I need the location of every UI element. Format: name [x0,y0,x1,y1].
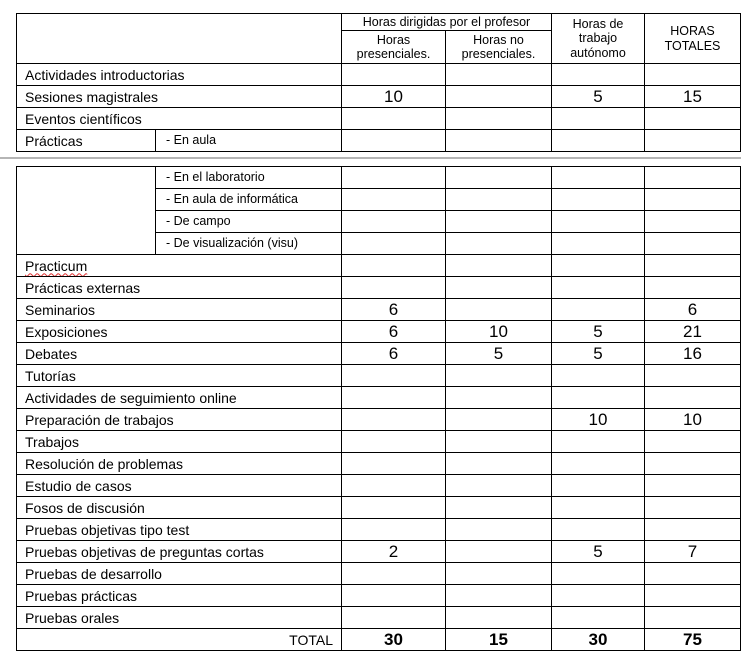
not-in-person-hours [446,541,552,563]
header-total-hours: HORAS TOTALES [645,14,741,64]
activity-label: Trabajos [17,431,342,453]
total-hours-cell [645,211,741,233]
table-row [17,431,741,453]
activity-label: Tutorías [17,365,342,387]
activity-label: Debates [17,343,342,365]
total-hours-cell [645,387,741,409]
table-row [17,519,741,541]
not-in-person-hours [446,299,552,321]
in-person-hours [342,108,446,130]
total-hours-cell: 6 [645,299,741,321]
total-hours-cell [645,233,741,255]
activity-label: Resolución de problemas [17,453,342,475]
in-person-hours [342,497,446,519]
total-hours-cell [645,167,741,189]
total-hours-cell [645,64,741,86]
autonomous-hours [552,255,645,277]
activity-sublabel: - De visualización (visu) [156,233,342,255]
not-in-person-hours [446,607,552,629]
table-row [17,387,741,409]
autonomous-hours [552,167,645,189]
total-in-person: 30 [342,629,446,651]
in-person-hours [342,607,446,629]
autonomous-hours: 5 [552,86,645,108]
not-in-person-hours [446,563,552,585]
autonomous-hours [552,585,645,607]
autonomous-hours: 5 [552,343,645,365]
total-label: TOTAL [17,629,342,651]
table-row [17,255,741,277]
table-row [17,108,741,130]
autonomous-hours [552,365,645,387]
not-in-person-hours [446,233,552,255]
in-person-hours [342,255,446,277]
not-in-person-hours [446,86,552,108]
activity-label: Actividades introductorias [17,64,342,86]
total-hours-cell [645,255,741,277]
in-person-hours [342,277,446,299]
in-person-hours: 10 [342,86,446,108]
activity-label: Prácticas externas [17,277,342,299]
in-person-hours: 6 [342,299,446,321]
autonomous-hours [552,299,645,321]
total-hours-cell [645,475,741,497]
table-row [17,64,741,86]
not-in-person-hours [446,64,552,86]
total-hours-cell [645,607,741,629]
not-in-person-hours: 10 [446,321,552,343]
activity-label: Seminarios [17,299,342,321]
activity-label: Sesiones magistrales [17,86,342,108]
not-in-person-hours [446,497,552,519]
autonomous-hours [552,130,645,152]
practicas-continuation-cell [17,167,156,255]
not-in-person-hours [446,519,552,541]
activity-sublabel: - En el laboratorio [156,167,342,189]
total-hours-cell [645,130,741,152]
activity-label: Prácticas [17,130,156,152]
in-person-hours: 2 [342,541,446,563]
total-hours-cell [645,519,741,541]
header-directed-hours: Horas dirigidas por el profesor [342,14,552,31]
autonomous-hours [552,431,645,453]
total-hours-cell [645,453,741,475]
total-hours-cell: 16 [645,343,741,365]
autonomous-hours: 10 [552,409,645,431]
in-person-hours [342,64,446,86]
autonomous-hours: 5 [552,321,645,343]
in-person-hours [342,519,446,541]
page-break-divider [0,157,741,159]
table-row [17,475,741,497]
autonomous-hours [552,211,645,233]
table-row [17,409,741,431]
header-in-person: Horas presenciales. [342,31,446,64]
not-in-person-hours [446,453,552,475]
in-person-hours [342,453,446,475]
table-row [17,343,741,365]
autonomous-hours [552,387,645,409]
autonomous-hours [552,108,645,130]
table-row [17,277,741,299]
in-person-hours: 6 [342,343,446,365]
in-person-hours [342,211,446,233]
autonomous-hours [552,497,645,519]
table-row [17,541,741,563]
header-not-in-person: Horas no presenciales. [446,31,552,64]
autonomous-hours [552,189,645,211]
table-row [17,321,741,343]
total-hours-cell [645,563,741,585]
autonomous-hours [552,277,645,299]
not-in-person-hours [446,255,552,277]
table-row [17,563,741,585]
autonomous-hours [552,475,645,497]
activity-label: Fosos de discusión [17,497,342,519]
total-hours-cell [645,497,741,519]
table-row [17,585,741,607]
table-row [17,86,741,108]
not-in-person-hours [446,211,552,233]
activity-label: Pruebas prácticas [17,585,342,607]
autonomous-hours [552,64,645,86]
in-person-hours [342,475,446,497]
activity-label: Pruebas de desarrollo [17,563,342,585]
autonomous-hours [552,563,645,585]
in-person-hours [342,130,446,152]
activity-label: Actividades de seguimiento online [17,387,342,409]
activity-label-text: Practicum [25,257,88,274]
total-hours-cell [645,189,741,211]
total-hours-cell [645,431,741,453]
activity-label: Pruebas objetivas de preguntas cortas [17,541,342,563]
not-in-person-hours [446,387,552,409]
in-person-hours [342,365,446,387]
table-row [17,365,741,387]
activity-label: Eventos científicos [17,108,342,130]
not-in-person-hours [446,365,552,387]
total-row [17,629,741,651]
total-hours-cell [645,365,741,387]
autonomous-hours [552,519,645,541]
table-row [17,607,741,629]
total-hours: 75 [645,629,741,651]
in-person-hours [342,233,446,255]
in-person-hours [342,431,446,453]
hours-table-main [16,166,741,651]
in-person-hours: 6 [342,321,446,343]
not-in-person-hours [446,475,552,497]
total-hours-cell [645,585,741,607]
autonomous-hours [552,453,645,475]
not-in-person-hours [446,409,552,431]
in-person-hours [342,189,446,211]
autonomous-hours: 5 [552,541,645,563]
activity-label: Preparación de trabajos [17,409,342,431]
not-in-person-hours [446,130,552,152]
table-row [17,130,741,152]
hours-table-top [16,13,741,152]
not-in-person-hours [446,585,552,607]
table-row [17,497,741,519]
autonomous-hours [552,607,645,629]
not-in-person-hours [446,431,552,453]
not-in-person-hours: 5 [446,343,552,365]
activity-label [17,255,342,277]
total-hours-cell: 15 [645,86,741,108]
activity-label: Pruebas orales [17,607,342,629]
not-in-person-hours [446,277,552,299]
in-person-hours [342,409,446,431]
activity-sublabel: - En aula de informática [156,189,342,211]
header-blank [17,14,342,64]
not-in-person-hours [446,167,552,189]
table-row [17,167,741,189]
activity-label: Exposiciones [17,321,342,343]
activity-label: Pruebas objetivas tipo test [17,519,342,541]
total-autonomous: 30 [552,629,645,651]
table-row [17,299,741,321]
total-hours-cell: 21 [645,321,741,343]
in-person-hours [342,167,446,189]
total-hours-cell [645,277,741,299]
in-person-hours [342,563,446,585]
total-not-in-person: 15 [446,629,552,651]
not-in-person-hours [446,108,552,130]
not-in-person-hours [446,189,552,211]
activity-sublabel: - De campo [156,211,342,233]
activity-sublabel: - En aula [156,130,342,152]
total-hours-cell: 10 [645,409,741,431]
total-hours-cell [645,108,741,130]
total-hours-cell: 7 [645,541,741,563]
activity-label: Estudio de casos [17,475,342,497]
in-person-hours [342,387,446,409]
table-row [17,453,741,475]
autonomous-hours [552,233,645,255]
header-autonomous-hours: Horas de trabajo autónomo [552,14,645,64]
in-person-hours [342,585,446,607]
